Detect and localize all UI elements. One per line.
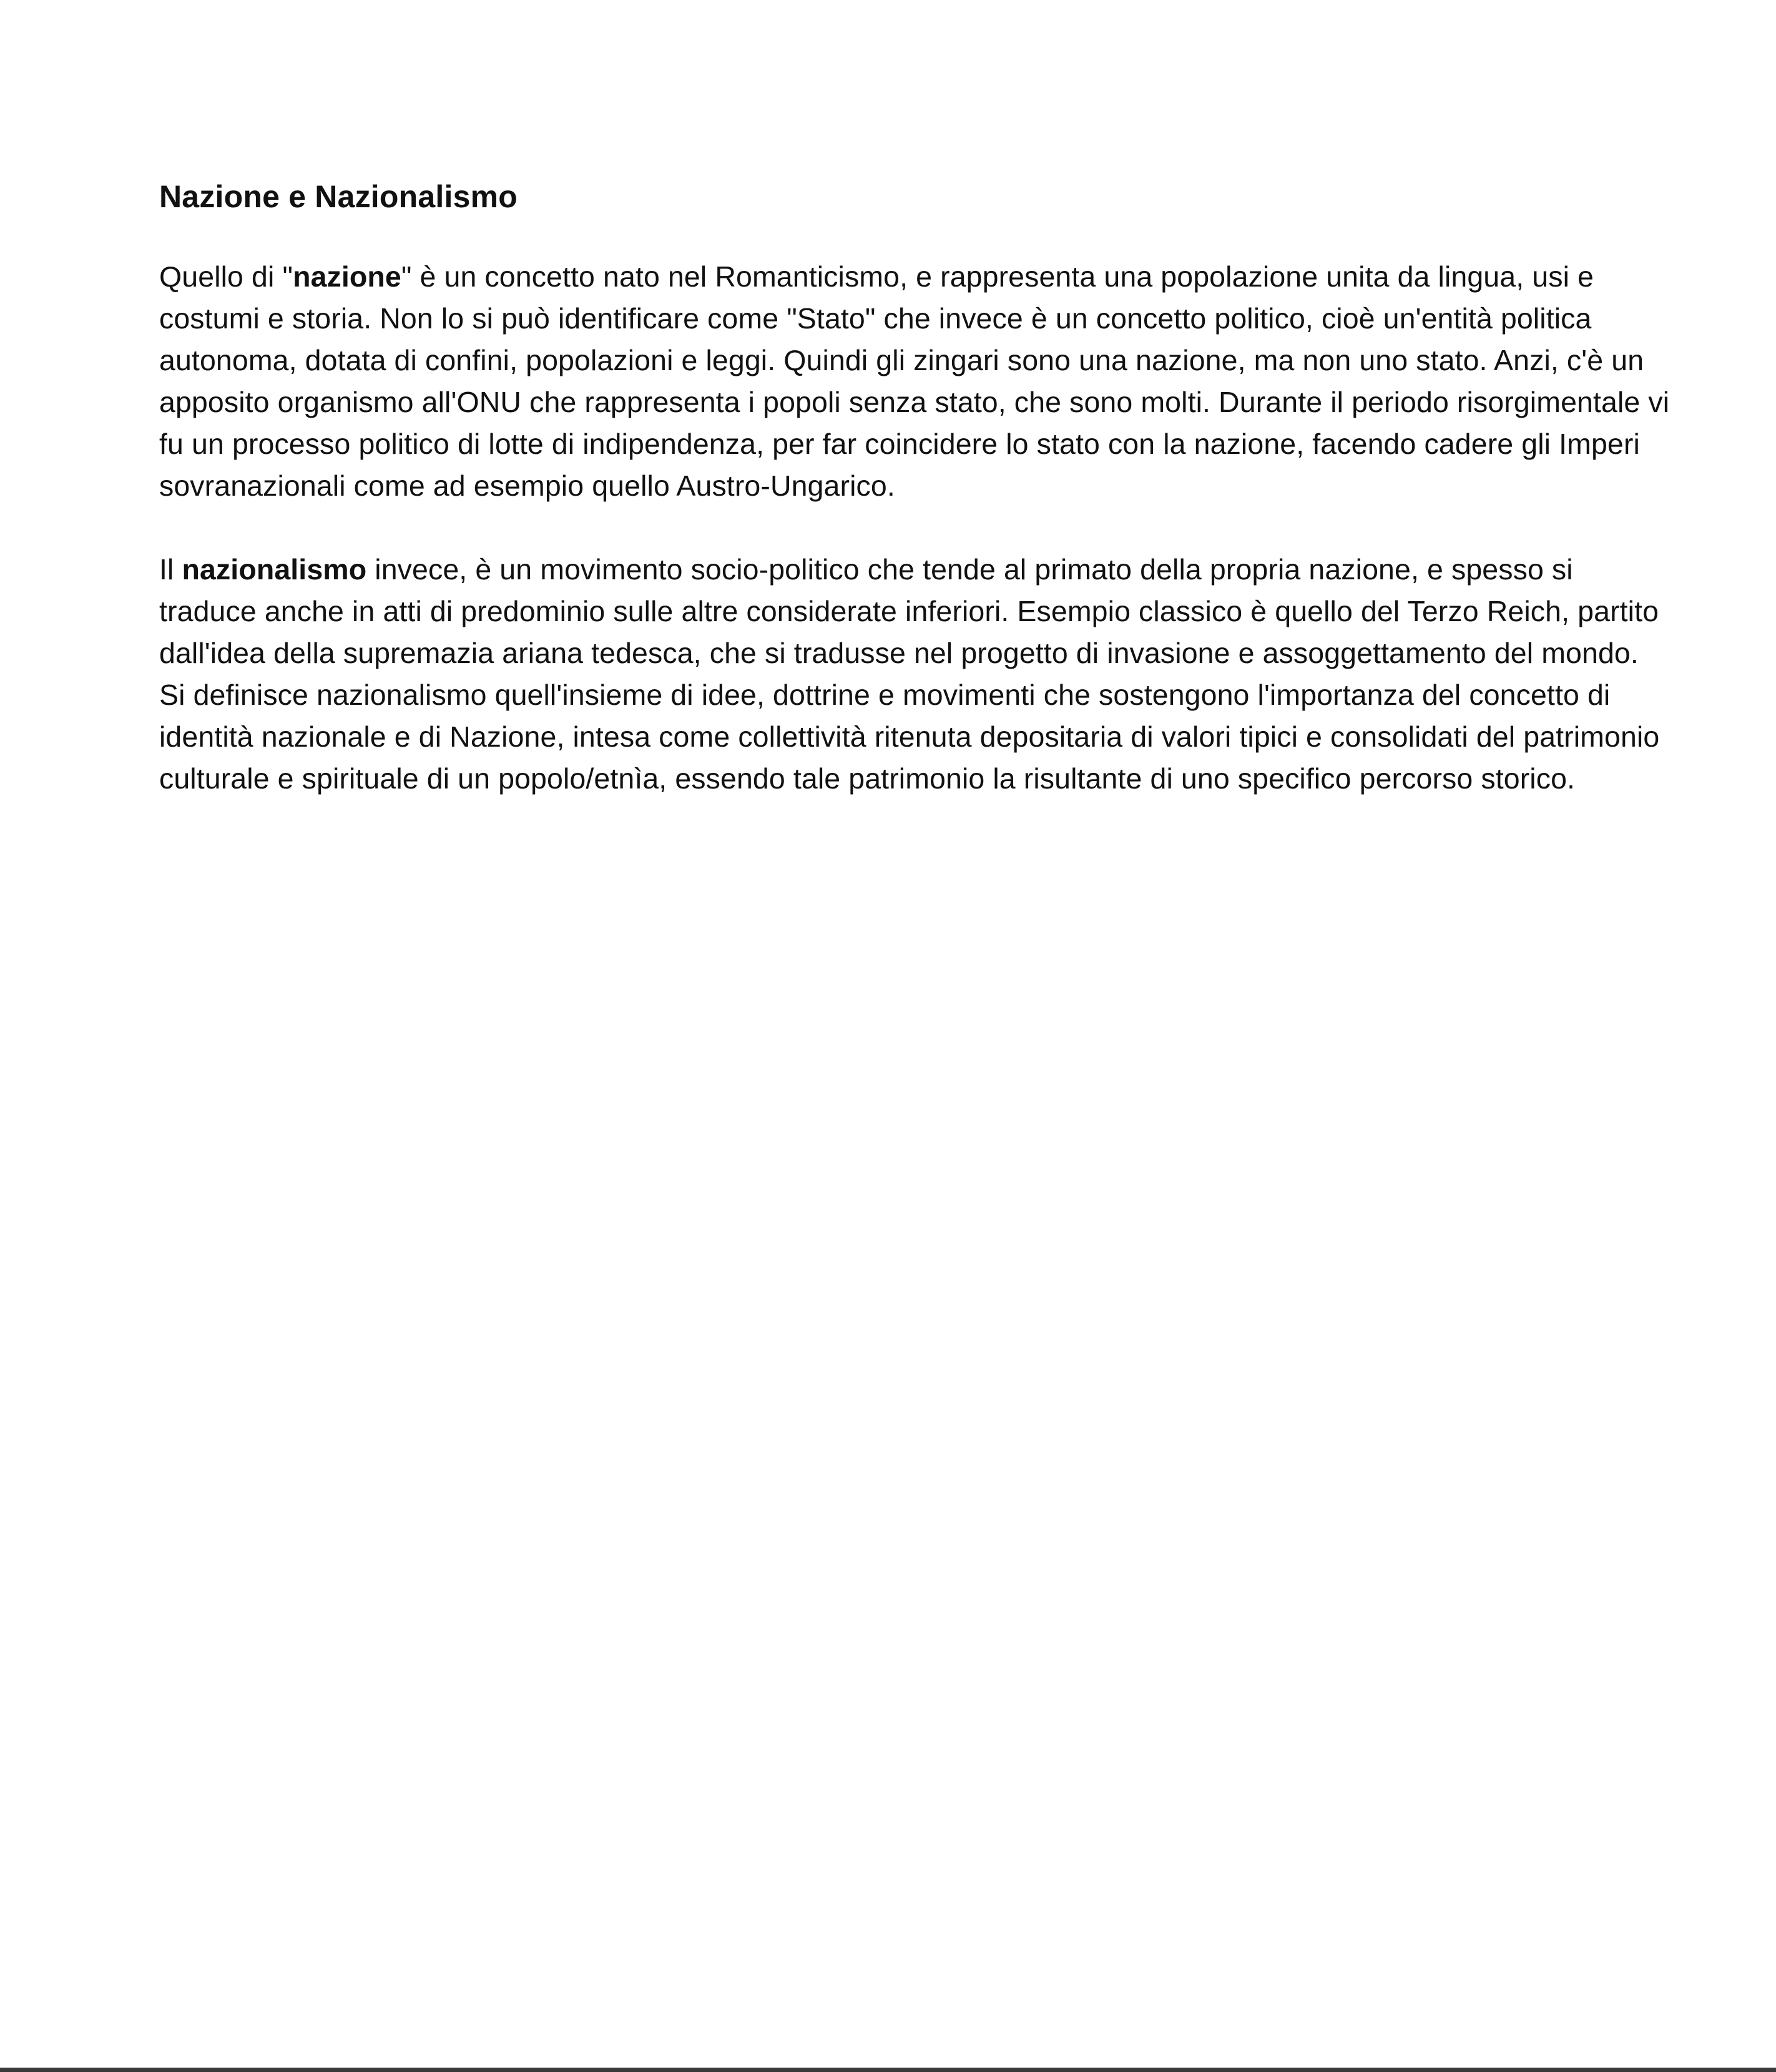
paragraph-nazionalismo-post: invece, è un movimento socio-politico che tende al primato della propria nazione, e spesso si traduce anche in atti di predominio sulle altre considerate inferiori. Esempio classico è quello del Terzo Reich, partito dall'idea della supremazia ariana tedesca, che si tradusse nel progetto di invasione e assoggettamento del mondo.	[159, 553, 1659, 669]
document-body	[159, 175, 1670, 800]
paragraph-nazione-pre: Quello di "	[159, 260, 293, 293]
keyword-nazione: nazione	[293, 260, 401, 293]
paragraph-nazionalismo	[159, 549, 1670, 674]
keyword-nazionalismo: nazionalismo	[182, 553, 367, 586]
paragraph-nazionalismo-pre: Il	[159, 553, 182, 586]
paragraph-nazione	[159, 256, 1670, 507]
paragraph-spacer	[159, 507, 1670, 549]
paragraph-nazione-post: " è un concetto nato nel Romanticismo, e rappresenta una popolazione unita da lingua, usi e costumi e storia. Non lo si può identificare come "Stato" che invece è un concetto politico, cioè un'entità politica autonoma, dotata di confini, popolazioni e leggi. Quindi gli zingari sono una nazione, ma non uno stato. Anzi, c'è un apposito organismo all'ONU che rappresenta i popoli senza stato, che sono molti. Durante il periodo risorgimentale vi fu un processo politico di lotte di indipendenza, per far coincidere lo stato con la nazione, facendo cadere gli Imperi sovranazionali come ad esempio quello Austro-Ungarico.	[159, 260, 1670, 502]
scan-bottom-edge	[0, 2068, 1776, 2072]
document-title: Nazione e Nazionalismo	[159, 179, 518, 214]
paragraph-definizione: Si definisce nazionalismo quell'insieme di idee, dottrine e movimenti che sostengono l'importanza del concetto di identità nazionale e di Nazione, intesa come collettività ritenuta depositaria di valori tipici e consolidati del patrimonio culturale e spirituale di un popolo/etnìa, essendo tale patrimonio la risultante di uno specifico percorso storico.	[159, 679, 1660, 795]
